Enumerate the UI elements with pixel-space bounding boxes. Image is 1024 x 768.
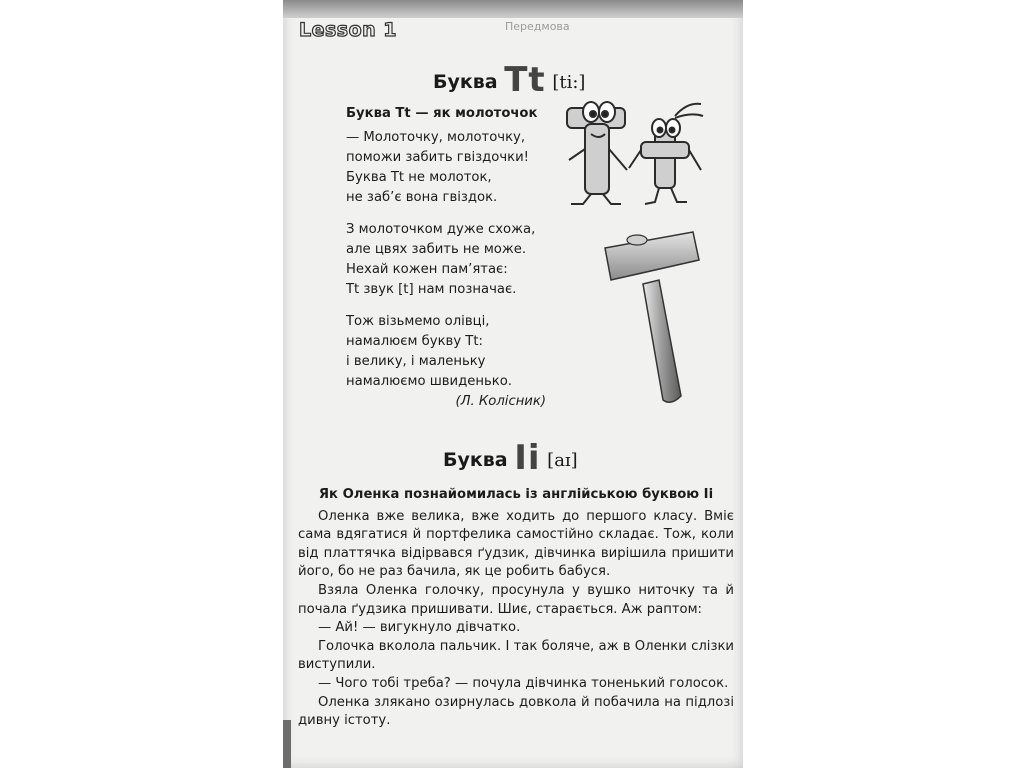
story-paragraph: — Чого тобі треба? — почула дівчинка тоненький голосок. — [318, 675, 729, 691]
poem-line: Нехай кожен пам’ятає: — [346, 262, 508, 277]
poem-line: Тож візьмемо олівці, — [346, 314, 490, 329]
story-paragraph: — Ай! — вигукнуло дівчатко. — [318, 620, 521, 636]
poem-title: Буква Tt — як молоточок — [346, 106, 538, 121]
poem-line: і велику, і маленьку — [346, 354, 486, 369]
lesson-label: Lesson 1 — [299, 19, 398, 41]
heading-letter-i — [443, 438, 578, 478]
poem-line: намалюємо швиденько. — [346, 374, 512, 389]
story-paragraph: Голочка вколола пальчик. І так боляче, аж в Оленки слізки виступили. — [298, 638, 734, 673]
poem-line: Буква Tt не молоток, — [346, 170, 492, 185]
hammer-illustration — [601, 226, 711, 408]
book-page — [283, 0, 743, 768]
poem-stanza — [346, 128, 566, 208]
transcription-t: [ti:] — [552, 72, 586, 93]
poem-line: — Молоточку, молоточку, — [346, 130, 526, 145]
transcription-i: [aɪ] — [547, 450, 578, 471]
poem-line: Tt звук [t] нам позначає. — [346, 282, 517, 297]
big-letters-t: Tt — [504, 60, 546, 100]
poem-line: З молоточком дуже схожа, — [346, 222, 536, 237]
page-edge-shadow — [283, 720, 291, 768]
story — [298, 486, 734, 731]
top-edge-band — [283, 0, 743, 18]
poem-stanza — [346, 220, 566, 300]
poem-author: (Л. Колісник) — [455, 394, 546, 409]
big-letters-i: Ii — [514, 438, 541, 478]
cartoon-letters-illustration — [555, 94, 723, 214]
poem-line: поможи забить гвіздочки! — [346, 150, 529, 165]
poem-line: не заб’є вона гвіздок. — [346, 190, 498, 205]
poem-line: але цвях забить не може. — [346, 242, 527, 257]
poem-line: намалюєм букву Tt: — [346, 334, 483, 349]
story-paragraph: Оленка злякано озирнулась довкола й побачила на підлозі дивну істоту. — [298, 694, 734, 729]
story-paragraph: Оленка вже велика, вже ходить до першого класу. Вміє сама вдягатися й портфелика самостійно складає. Тож, коли від платтячка відірвався ґудзик, дівчинка вирішила пришити його, бо не раз бачила, як це робить бабуся. — [298, 508, 734, 580]
poem-stanza — [346, 312, 566, 392]
running-title: Передмова — [505, 20, 570, 33]
poem — [346, 104, 566, 412]
heading-word: Буква — [433, 71, 498, 93]
story-title: Як Оленка познайомилась із англійською буквою Ii — [318, 487, 714, 502]
heading-word: Буква — [443, 449, 508, 471]
story-paragraph: Взяла Оленка голочку, просунула у вушко ниточку та й почала ґудзика пришивати. Шиє, старається. Аж раптом: — [298, 582, 734, 617]
